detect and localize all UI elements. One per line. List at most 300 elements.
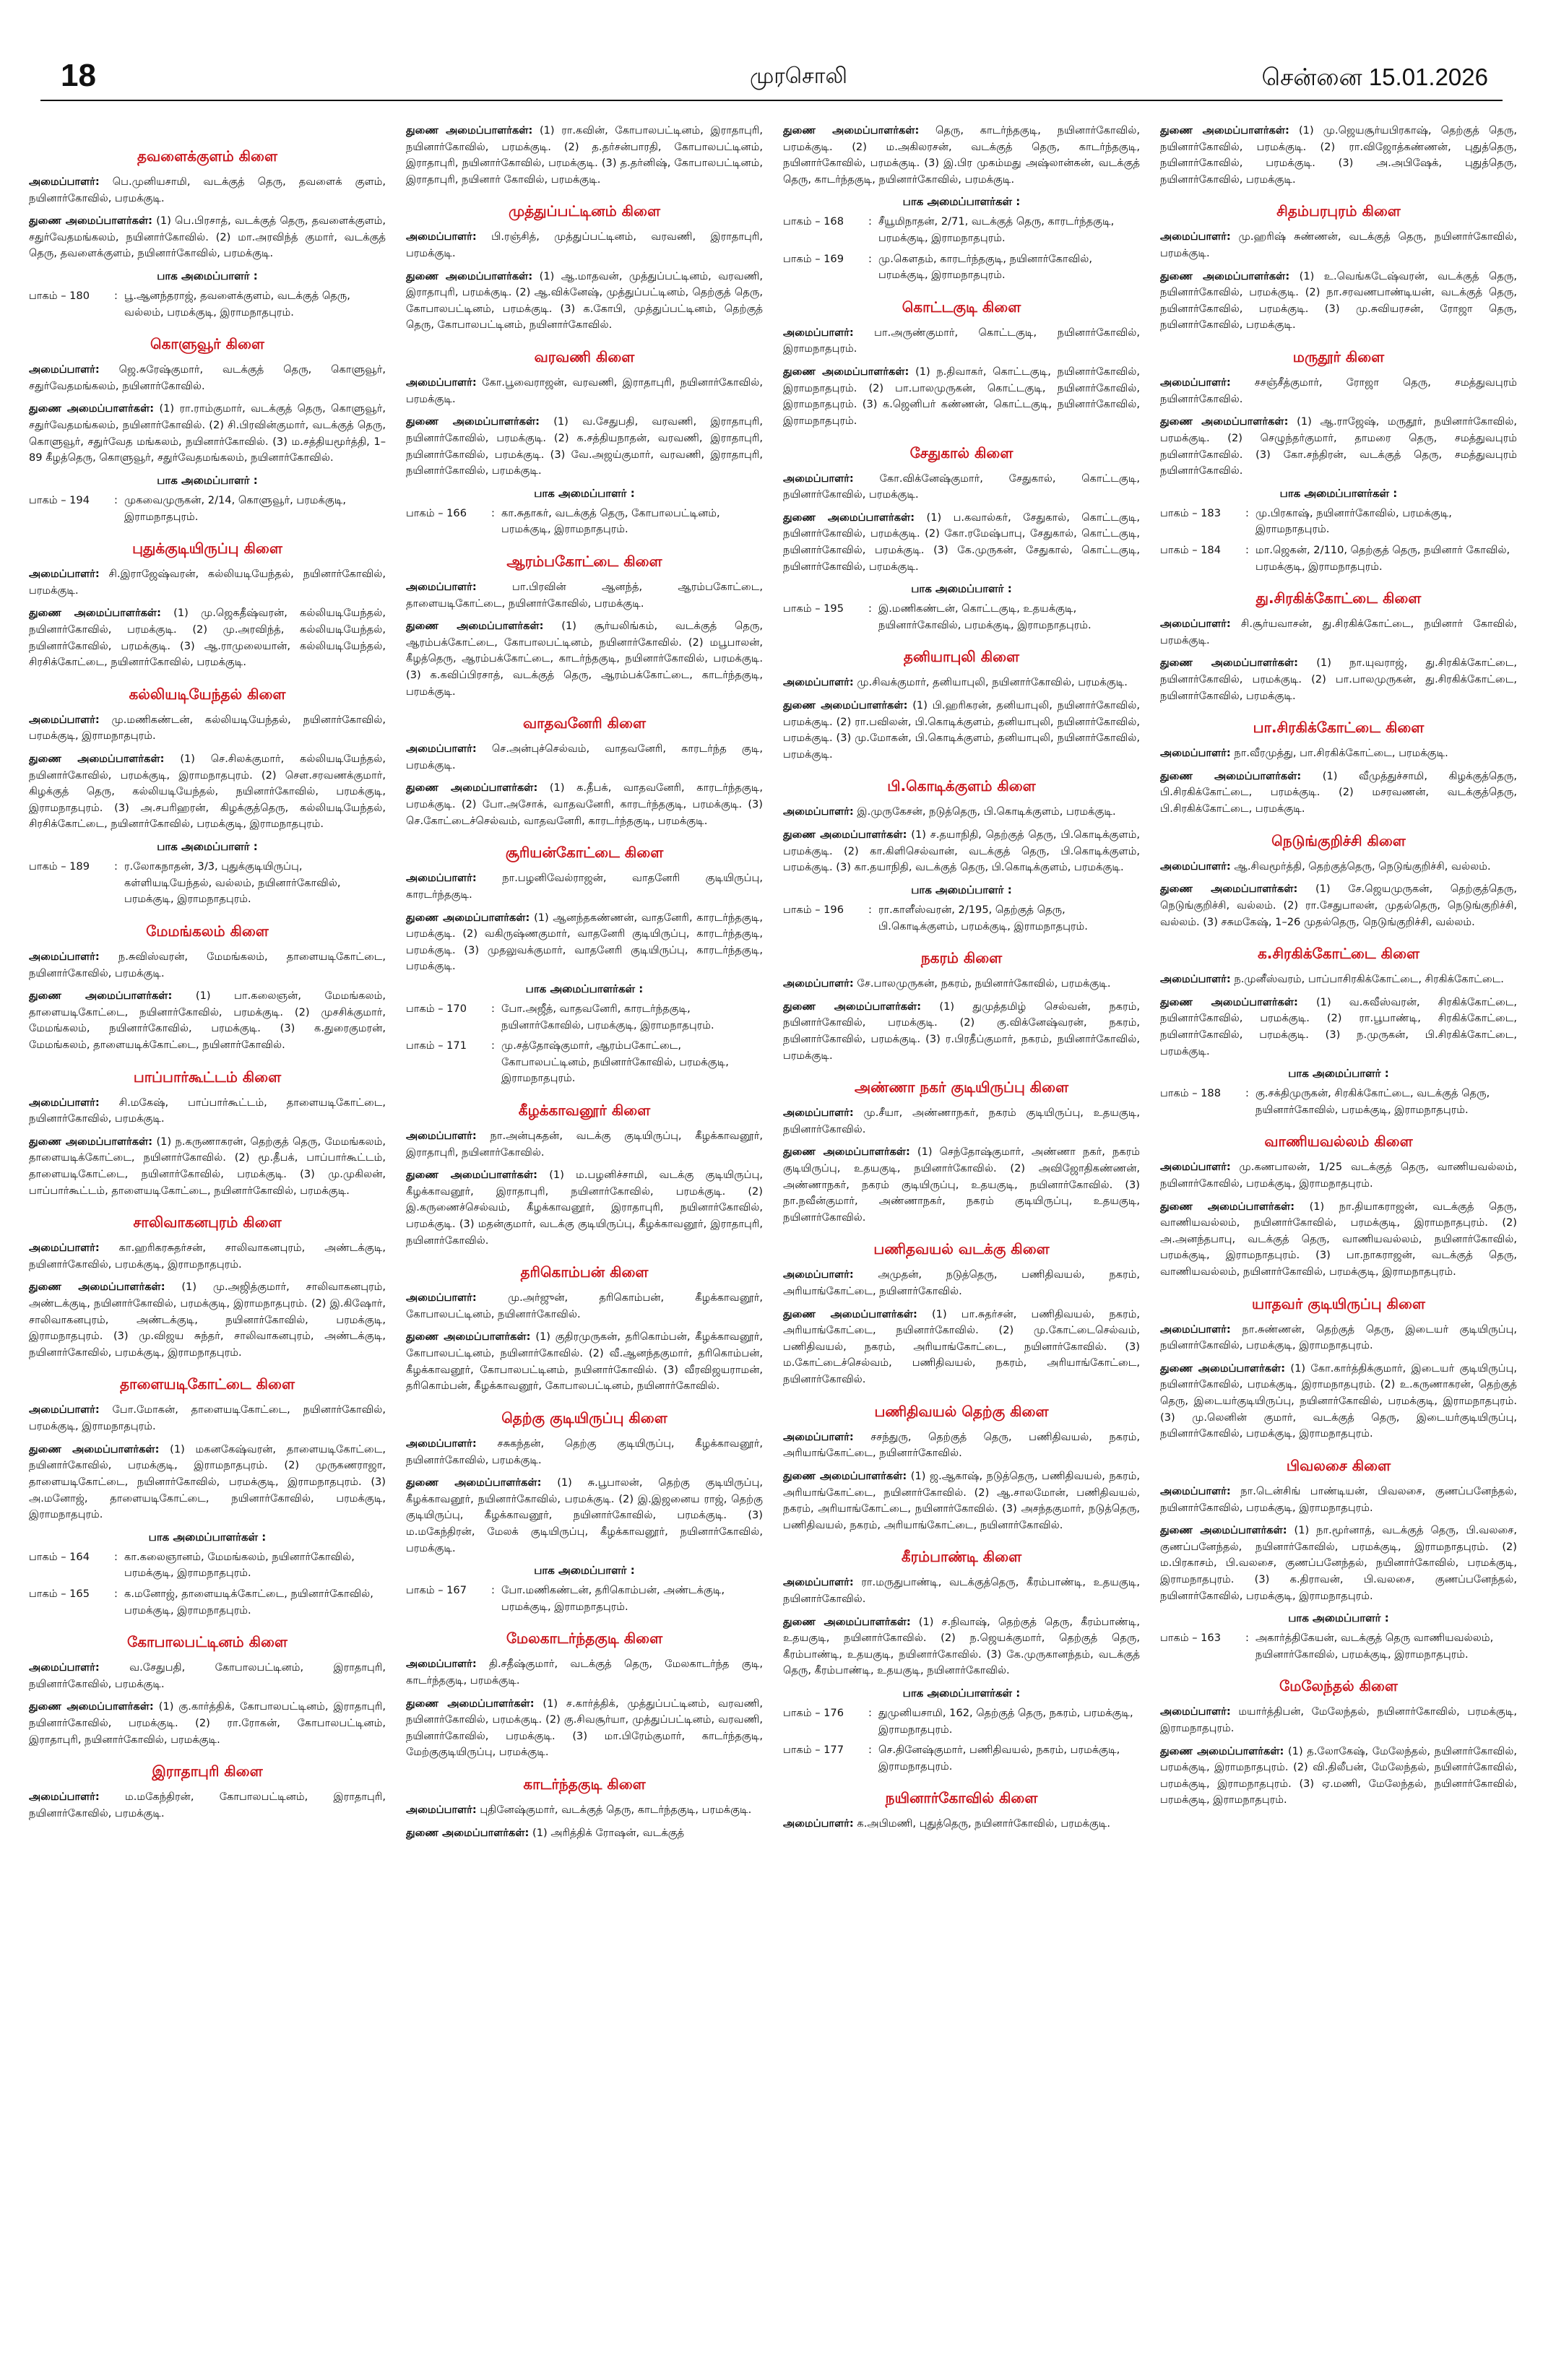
deputies-value: (1) செ.சிலக்குமார், கல்லியடியேந்தல், நயினார்கோவில், பரமக்குடி, இராமநாதபுரம். (2) சௌ.சரவணக்குமார், கிழக்குத் தெரு, கல்லியடியேந்தல், நயினார்கோவில், பரமக்குடி, இராமநாதபுரம். (3) அ.சபரிஹரன், கிழக்குத்தெரு, கல்லியடியேந்தல், சிரசிக்கோட்டை, நயினார்கோவில், பரமக்குடி, இராமநாதபுரம்.	[29, 753, 386, 831]
deputies-entry	[1160, 769, 1517, 818]
booth-number: பாகம் – 169	[783, 252, 844, 265]
secretary-value: பா.அருண்குமார், கொட்டகுடி, நயினார்கோவில், இராமநாதபுரம்.	[783, 326, 1140, 355]
secretary-value: மு.கணபாலன், 1/25 வடக்குத் தெரு, வாணியவல்லம், நயினார்கோவில், பரமக்குடி, இராமநாதபுரம்.	[1160, 1161, 1517, 1190]
secretary-label: அமைப்பாளர்:	[1160, 1705, 1231, 1718]
separator: :	[1245, 1087, 1249, 1100]
deputies-value: (1) மகனகேஷ்வரன், தாளையடிகோட்டை, நயினார்கோவில், பரமக்குடி, இராமநாதபுரம். (2) முருகணராஜா, தாளையடிகோட்டை, நயினார்கோவில், பரமக்குடி, இராமநாதபுரம். (3) அ.மனோஜ், தாளையடிகோட்டை, நயினார்கோவில், பரமக்குடி, இராமநாதபுரம்.	[29, 1442, 386, 1521]
deputies-value: (1) ரா.கவின், கோபாலபட்டினம், இராதாபுரி, நயினார்கோவில், பரமக்குடி. (2) த.தர்சன்பாரதி, கோபாலபட்டினம், இராதாபுரி, நயினார்கோவில், பரமக்குடி. (3) த.தர்னிஷ், கோபாலபட்டினம், இராதாபுரி, நயினார் கோவில், பரமக்குடி.	[406, 124, 763, 186]
branch-section	[406, 844, 763, 1087]
branch-section	[1160, 719, 1517, 817]
deputies-entry	[29, 1442, 386, 1523]
booth-agent-row	[29, 859, 386, 908]
branch-title: பிவலசை கிளை	[1286, 1456, 1391, 1474]
booth-number: பாகம் – 194	[29, 493, 90, 506]
secretary-label: அமைப்பாளர்:	[783, 805, 854, 818]
deputies-entry	[406, 618, 763, 700]
secretary-label: அமைப்பாளர்:	[29, 363, 100, 376]
branch-section	[1160, 348, 1517, 575]
booth-agent-details: போ.அஜீத், வாதவனேரி, காரடர்ந்தகுடி, நயினார்கோவில், பரமக்குடி, இராமநாதபுரம்.	[501, 1002, 714, 1031]
deputies-label: துணை அமைப்பாளர்கள்:	[1160, 995, 1298, 1008]
deputies-entry	[1160, 1361, 1517, 1442]
deputies-entry	[406, 1167, 763, 1249]
deputies-label: துணை அமைப்பாளர்கள்:	[29, 990, 173, 1003]
booth-agent-row	[29, 288, 386, 321]
branch-section	[1160, 1295, 1517, 1442]
secretary-value: சசுகந்தன், தெற்கு குடியிருப்பு, கீழக்காவனூர், நயினார்கோவில், பரமக்குடி.	[406, 1437, 763, 1466]
booth-agent-details: மா.ஜெகன், 2/110, தெற்குத் தெரு, நயினார் கோவில், பரமக்குடி, இராமநாதபுரம்.	[1255, 543, 1510, 573]
deputies-entry	[783, 1468, 1140, 1533]
secretary-label: அமைப்பாளர்:	[783, 1268, 854, 1281]
secretary-entry	[29, 712, 386, 745]
deputies-label: துணை அமைப்பாளர்கள்:	[406, 1826, 530, 1839]
separator: :	[114, 493, 118, 506]
secretary-entry	[1160, 745, 1517, 762]
secretary-entry	[406, 1436, 763, 1468]
secretary-value: மு.சிவக்குமார், தனியாபுலி, நயினார்கோவில், பரமக்குடி.	[857, 676, 1128, 689]
secretary-entry	[29, 1402, 386, 1435]
branch-section	[1160, 589, 1517, 704]
booth-number: பாகம் – 196	[783, 903, 844, 916]
booth-agent-details: கா.கலைஞானம், மேமங்கலம், நயினார்கோவில், பரமக்குடி, இராமநாதபுரம்.	[124, 1550, 355, 1580]
booth-agent-details: ர.லோகநாதன், 3/3, புதுக்குடியிருப்பு, கள்ளியடியேந்தல், வல்லம், நயினார்கோவில், பரமக்குடி, இராமநாதபுரம்.	[124, 860, 341, 906]
branch-title: சாலிவாகனபுரம் கிளை	[133, 1213, 282, 1232]
deputies-label: துணை அமைப்பாளர்கள்:	[783, 1615, 911, 1628]
deputies-value: (1) நா.யுவராஜ், து.சிரகிக்கோட்டை, நயினார்கோவில், பரமக்குடி. (2) பா.பாலமுருகன், து.சிரகிக்கோட்டை, நயினார்கோவில், பரமக்குடி.	[1160, 657, 1517, 702]
branch-title: இராதாபுரி கிளை	[152, 1762, 263, 1780]
secretary-value: நா.சுண்ணன், தெற்குத் தெரு, இடையர் குடியிருப்பு, நயினார்கோவில், பரமக்குடி, இராமநாதபுரம்.	[1160, 1323, 1517, 1352]
deputies-entry	[1160, 414, 1517, 479]
secretary-entry	[29, 1095, 386, 1128]
secretary-entry	[406, 1290, 763, 1323]
booth-agent-details: பூ.ஆனந்தராஜ், தவளைக்குளம், வடக்குத் தெரு, வல்லம், பரமக்குடி, இராமநாதபுரம்.	[124, 290, 350, 319]
column-1	[29, 123, 386, 2369]
separator: :	[491, 1039, 495, 1052]
secretary-entry	[29, 566, 386, 599]
booth-agents-heading: பாக அமைப்பாளர்கள் :	[525, 982, 644, 995]
branch-title: வாதவனேரி கிளை	[522, 714, 647, 732]
branch-section	[29, 1213, 386, 1361]
separator: :	[868, 1744, 872, 1757]
deputies-value: (1) ந.கருணாகரன், தெற்குத் தெரு, மேமங்கலம், தாளையடிக்கோட்டை, நயினார்கோவில். (2) மூ.தீபக், பாப்பார்கூட்டம், தாளையடிகோட்டை, நயினார்கோவில், பரமக்குடி. (3) மு.முகிலன், பாப்பார்கூட்டம், தாளையடிகோட்டை, நயினார்கோவில், பரமக்குடி.	[29, 1135, 386, 1197]
deputies-entry	[1160, 881, 1517, 930]
deputies-value: (1) சு.பூபாலன், தெற்கு குடியிருப்பு, கீழக்காவனூர், நயினார்கோவில், பரமக்குடி. (2) இ.இஜனைய ராஜ், தெற்கு குடியிருப்பு, கீழக்காவனூர், நயினார்கோவில், பரமக்குடி. (3) ம.மகேந்திரன், மேலக் குடியிருப்பு, கீழக்காவனூர், நயினார்கோவில், பரமக்குடி.	[406, 1476, 763, 1554]
branch-title: மேமங்கலம் கிளை	[146, 922, 269, 940]
secretary-value: சி.இராஜேஷ்வரன், கல்லியடியேந்தல், நயினார்கோவில், பரமக்குடி.	[29, 568, 386, 597]
booth-number: பாகம் – 180	[29, 290, 90, 303]
separator: :	[868, 215, 872, 228]
secretary-entry	[29, 362, 386, 394]
branch-title: தனியாபுலி கிளை	[903, 648, 1020, 666]
deputies-label: துணை அமைப்பாளர்கள்:	[1160, 1744, 1284, 1757]
branch-title: கல்லியடியேந்தல் கிளை	[129, 685, 286, 703]
deputies-label: துணை அமைப்பாளர்கள்:	[406, 620, 544, 633]
secretary-entry	[783, 804, 1140, 821]
deputies-entry	[406, 910, 763, 975]
booth-agent-row	[406, 1038, 763, 1087]
branch-section	[1160, 202, 1517, 334]
booth-number: பாகம் – 165	[29, 1587, 90, 1600]
secretary-label: அமைப்பாளர்:	[29, 1661, 100, 1674]
deputies-label: துணை அமைப்பாளர்கள்:	[29, 607, 161, 620]
branch-section	[29, 1375, 386, 1619]
secretary-label: அமைப்பாளர்:	[783, 1430, 854, 1443]
secretary-value: தி.சதீஷ்குமார், வடக்குத் தெரு, மேலகாடர்ந்த குடி, காடர்ந்தகுடி, பரமக்குடி.	[406, 1658, 763, 1687]
branch-title: பணிதவயல் வடக்கு கிளை	[873, 1240, 1050, 1258]
booth-agents-heading: பாக அமைப்பாளர்கள் :	[902, 195, 1021, 209]
separator: :	[491, 1584, 495, 1597]
branch-title: மேலேந்தல் கிளை	[1279, 1677, 1398, 1695]
secretary-label: அமைப்பாளர்:	[406, 1658, 477, 1671]
secretary-label: அமைப்பாளர்:	[406, 743, 477, 756]
secretary-label: அமைப்பாளர்:	[406, 1291, 477, 1304]
deputies-label: துணை அமைப்பாளர்கள்:	[783, 511, 915, 524]
deputies-label: துணை அமைப்பாளர்கள்:	[406, 1330, 531, 1343]
branch-section	[783, 949, 1140, 1064]
booth-number: பாகம் – 166	[406, 506, 467, 519]
booth-number: பாகம் – 188	[1160, 1087, 1221, 1100]
secretary-entry	[783, 1575, 1140, 1607]
secretary-value: ரா.மருதுபாண்டி, வடக்குத்தெரு, கீரம்பாண்டி, உதயகுடி, நயினார்கோவில்.	[783, 1576, 1140, 1605]
branch-title: வாணியவல்லம் கிளை	[1264, 1133, 1413, 1151]
secretary-value: சி.மகேஷ், பாப்பார்கூட்டம், தாளையடிகோட்டை, நயினார்கோவில், பரமக்குடி.	[29, 1096, 386, 1125]
branch-section	[29, 335, 386, 525]
deputies-entry	[29, 401, 386, 466]
branch-section	[783, 1548, 1140, 1775]
secretary-entry	[783, 675, 1140, 691]
deputies-value: (1) ஜ.ஆகாஷ், நடுத்தெரு, பணிதிவயல், நகரம், அரியாங்கோட்டை, நயினார்கோவில். (2) ஆ.சாலமோன், பணிதிவயல், நகரம், அரியாங்கோட்டை, நயினார்கோவில். (3) அசந்தகுமார், நடுத்தெரு, பணிதிவயல், நகரம், அரியாங்கோட்டை, நயினார்கோவில்.	[783, 1469, 1140, 1531]
secretary-label: அமைப்பாளர்:	[29, 713, 100, 726]
secretary-value: கோ.பூவைராஜன், வரவணி, இராதாபுரி, நயினார்கோவில், பரமக்குடி.	[406, 376, 763, 405]
branch-title: நெடுங்குறிச்சி கிளை	[1271, 831, 1406, 849]
booth-agent-details: இ.மணிகண்டன், கொட்டகுடி, உதயக்குடி, நயினார்கோவில், பரமக்குடி, இராமநாதபுரம்.	[878, 602, 1092, 631]
branch-section	[29, 922, 386, 1054]
secretary-value: சே.பாலமுருகன், நகரம், நயினார்கோவில், பரமக்குடி.	[857, 977, 1111, 990]
branch-section	[406, 1409, 763, 1615]
branch-section	[783, 298, 1140, 430]
secretary-entry	[1160, 1322, 1517, 1354]
booth-agent-row	[1160, 506, 1517, 538]
secretary-value: ஜெ.சுரேஷ்குமார், வடக்குத் தெரு, கொளுவூர், சதுர்வேதமங்கலம், நயினார்கோவில்.	[29, 363, 386, 392]
column-4	[1160, 123, 1517, 2369]
booth-number: பாகம் – 167	[406, 1584, 467, 1597]
branch-section	[783, 1403, 1140, 1534]
booth-agent-row	[1160, 542, 1517, 575]
secretary-value: போ.மோகன், தாளையடிகோட்டை, நயினார்கோவில், பரமக்குடி, இராமநாதபுரம்.	[29, 1403, 386, 1433]
deputies-label: துணை அமைப்பாளர்கள்:	[406, 269, 533, 282]
deputies-label: துணை அமைப்பாளர்கள்:	[1160, 1362, 1286, 1375]
deputies-entry	[1160, 655, 1517, 704]
deputies-value: (1) பா.சுதர்சன், பணிதிவயல், நகரம், அரியாங்கோட்டை, நயினார்கோவில். (2) மு.கோட்டைசெல்வம், பணிதிவயல், நகரம், அரியாங்கோட்டை, நயினார்கோவில். (3) ம.கோட்டைச்செல்வம், பணிதிவயல், நகரம், அரியாங்கோட்டை, நயினார்கோவில்.	[783, 1307, 1140, 1386]
secretary-label: அமைப்பாளர்:	[1160, 1323, 1231, 1336]
separator: :	[114, 290, 118, 303]
deputies-entry	[406, 269, 763, 334]
booth-agent-details: க.மனோஜ், தாளையடிக்கோட்டை, நயினார்கோவில், பரமக்குடி, இராமநாதபுரம்.	[124, 1587, 373, 1617]
secretary-value: புதினேஷ்குமார், வடக்குத் தெரு, காடர்ந்தகுடி, பரமக்குடி.	[480, 1804, 752, 1817]
deputies-label: துணை அமைப்பாளர்கள்:	[406, 1476, 542, 1489]
deputies-label: துணை அமைப்பாளர்கள்:	[406, 911, 530, 924]
booth-agents-heading: பாக அமைப்பாளர்கள் :	[1279, 486, 1398, 500]
deputies-label: துணை அமைப்பாளர்கள்:	[783, 1469, 907, 1482]
secretary-value: சி.சூர்யவாசன், து.சிரகிக்கோட்டை, நயினார் கோவில், பரமக்குடி.	[1160, 618, 1517, 646]
deputies-label: துணை அமைப்பாளர்கள்:	[29, 1135, 153, 1148]
secretary-entry	[406, 870, 763, 903]
booth-agent-details: அகார்த்திகேயன், வடக்குத் தெரு வாணியவல்லம், நயினார்கோவில், பரமக்குடி, இராமநாதபுரம்.	[1255, 1632, 1494, 1661]
branch-section	[406, 1630, 763, 1761]
booth-agents-heading: பாக அமைப்பாளர் :	[911, 582, 1012, 596]
booth-agent-row	[1160, 1086, 1517, 1118]
secretary-label: அமைப்பாளர்:	[1160, 860, 1231, 873]
branch-section	[406, 202, 763, 334]
deputies-value: (1) அரித்திக் ரோஷன், வடக்குத்	[532, 1826, 685, 1839]
deputies-label: துணை அமைப்பாளர்கள்:	[406, 1697, 535, 1710]
secretary-value: நா.வீரமுத்து, பா.சிரகிக்கோட்டை, பரமக்குடி.	[1234, 747, 1448, 760]
deputies-label: துணை அமைப்பாளர்கள்:	[29, 1442, 160, 1455]
deputies-entry	[783, 123, 1140, 188]
deputies-entry	[29, 751, 386, 833]
booth-agent-details: துமுனியசாமி, 162, தெற்குத் தெரு, நகரம், பரமக்குடி, இராமநாதபுரம்.	[878, 1707, 1133, 1736]
branch-section	[406, 123, 763, 188]
branch-title: து.சிரகிக்கோட்டை கிளை	[1255, 589, 1422, 607]
newspaper-name: முரசொலி	[750, 64, 847, 89]
secretary-value: பெ.முனியசாமி, வடக்குத் தெரு, தவளைக் குளம், நயினார்கோவில், பரமக்குடி.	[29, 176, 386, 204]
deputies-entry	[29, 1134, 386, 1199]
secretary-value: கோ.விக்னேஷ்குமார், சேதுகால், கொட்டகுடி, நயினார்கோவில், பரமக்குடி.	[783, 472, 1140, 501]
secretary-entry	[1160, 375, 1517, 407]
branch-title: தரிகொம்பன் கிளை	[520, 1263, 649, 1281]
booth-number: பாகம் – 189	[29, 860, 90, 873]
secretary-entry	[1160, 1159, 1517, 1192]
secretary-label: அமைப்பாளர்:	[29, 1403, 100, 1416]
branch-title: காடர்ந்தகுடி கிளை	[523, 1775, 646, 1793]
branch-title: தாளையடிகோட்டை கிளை	[119, 1375, 295, 1393]
branch-title: பணிதிவயல் தெற்கு கிளை	[874, 1402, 1049, 1420]
deputies-value: (1) வீமுத்துச்சாமி, கிழக்குத்தெரு, பி.சிரகிக்கோட்டை, பரமக்குடி. (2) மசரவணன், வடக்குத்தெரு, பி.சிரகிக்கோட்டை, பரமக்குடி.	[1160, 769, 1517, 815]
deputies-value: (1) ஆனந்தகண்ணன், வாதனேரி, காரடர்ந்தகுடி, பரமக்குடி. (2) வகிருஷ்ணகுமார், வாதனேரி குடியிருப்பு, காரடர்ந்தகுடி, பரமக்குடி. (3) முதலுவக்குமார், வாதனேரி குடியிருப்பு, காரடர்ந்தகுடி, பரமக்குடி.	[406, 911, 763, 973]
booth-agent-details: செ.தினேஷ்குமார், பணிதிவயல், நகரம், பரமக்குடி, இராமநாதபுரம்.	[878, 1744, 1120, 1773]
booth-number: பாகம் – 176	[783, 1707, 844, 1719]
booth-agent-row	[783, 1705, 1140, 1738]
secretary-entry	[1160, 229, 1517, 261]
separator: :	[868, 1707, 872, 1719]
deputies-value: (1) ம.பழனிச்சாமி, வடக்கு குடியிருப்பு, கீழக்காவனூர், இராதாபுரி, நயினார்கோவில், பரமக்குடி. (2) இ.கருணைச்செல்வம், கீழக்காவனூர், இராதாபுரி, நயினார்கோவில், பரமக்குடி. (3) மதன்குமார், வடக்கு குடியிருப்பு, கீழக்காவனூர், இராதாபுரி, நயினார்கோவில்.	[406, 1169, 763, 1247]
branch-section	[29, 1068, 386, 1200]
branch-title: மேலகாடர்ந்தகுடி கிளை	[506, 1630, 663, 1648]
secretary-value: சசந்துரு, தெற்குத் தெரு, பணிதிவயல், நகரம், அரியாங்கோட்டை, நயினார்கோவில்.	[783, 1430, 1140, 1460]
deputies-value: (1) சே.ஜெயமுருகன், தெற்குத்தெரு, நெடுங்குறிச்சி, வல்லம். (2) ரா.சேதுபாலன், முதல்தெரு, நெடுங்குறிச்சி, வல்லம். (3) சசுமகேஷ், 1–26 முதல்தெரு, நெடுங்குறிச்சி, வல்லம்.	[1160, 883, 1517, 928]
booth-agent-row	[406, 1583, 763, 1615]
deputies-entry	[406, 123, 763, 188]
deputies-label: துணை அமைப்பாளர்கள்:	[1160, 269, 1290, 282]
deputies-value: (1) ப.கவால்கர், சேதுகால், கொட்டகுடி, நயினார்கோவில், பரமக்குடி. (2) கோ.ரமேஷ்பாபு, சேதுகால், கொட்டகுடி, நயினார்கோவில், பரமக்குடி. (3) கே.முருகன், சேதுகால், கொட்டகுடி, நயினார்கோவில், பரமக்குடி.	[783, 511, 1140, 573]
secretary-label: அமைப்பாளர்:	[783, 326, 854, 339]
deputies-entry	[406, 414, 763, 479]
booth-number: பாகம் – 177	[783, 1744, 844, 1757]
deputies-value: (1) ந.திவாகர், கொட்டகுடி, நயினார்கோவில், இராமநாதபுரம். (2) பா.பாலமுருகன், கொட்டகுடி, நயினார்கோவில், இராமநாதபுரம். (3) க.ஜெனிபர் கண்ணன், கொட்டகுடி, நயினார்கோவில், இராமநாதபுரம்.	[783, 365, 1140, 427]
secretary-label: அமைப்பாளர்:	[783, 676, 854, 689]
secretary-value: மு.சீயா, அண்ணாநகர், நகரம் குடியிருப்பு, உதயகுடி, நயினார்கோவில்.	[783, 1107, 1140, 1135]
deputies-entry	[1160, 995, 1517, 1060]
branch-title: மருதூர் கிளை	[1292, 348, 1385, 366]
booth-agent-details: சீயூமிநாதன், 2/71, வடக்குத் தெரு, காரடர்ந்தகுடி, பரமக்குடி, இராமநாதபுரம்.	[878, 215, 1115, 245]
booth-agent-row	[29, 1586, 386, 1619]
deputies-value: (1) துமுத்தமிழ் செல்வன், நகரம், நயினார்கோவில், பரமக்குடி. (2) கு.விக்னேஷ்வரன், நகரம், நயினார்கோவில், பரமக்குடி. (3) ர.பிரதீப்குமார், நகரம், நயினார்கோவில், பரமக்குடி.	[783, 1000, 1140, 1062]
booth-agents-heading: பாக அமைப்பாளர் :	[911, 883, 1012, 896]
separator: :	[114, 1550, 118, 1563]
branch-title: க.சிரகிக்கோட்டை கிளை	[1257, 945, 1420, 963]
masthead	[0, 0, 1543, 93]
branch-section	[406, 1102, 763, 1249]
deputies-value: (1) கோ.கார்த்திக்குமார், இடையர் குடியிருப்பு, நயினார்கோவில், பரமக்குடி, இராமநாதபுரம். (2) உ.கருணாகரன், தெற்குத் தெரு, இடையர்குடியிருப்பு, நயினார்கோவில், பரமக்குடி, இராமநாதபுரம். (3) மு.லெனின் குமார், வடக்குத் தெரு, இடையர்குடியிருப்பு, நயினார்கோவில், பரமக்குடி, இராமநாதபுரம்.	[1160, 1362, 1517, 1440]
booth-number: பாகம் – 170	[406, 1002, 467, 1015]
deputies-entry	[29, 1699, 386, 1748]
deputies-entry	[783, 999, 1140, 1064]
booth-number: பாகம் – 183	[1160, 506, 1221, 519]
secretary-value: ஆ.சிவமூர்த்தி, தெற்குத்தெரு, நெடுங்குறிச்சி, வல்லம்.	[1234, 860, 1491, 873]
header-divider	[40, 100, 1503, 101]
secretary-value: மயார்த்திபன், மேலேந்தல், நயினார்கோவில், பரமக்குடி, இராமநாதபுரம்.	[1160, 1705, 1517, 1734]
booth-agents-heading: பாக அமைப்பாளர் :	[534, 486, 635, 500]
deputies-value: (1) வ.சேதுபதி, வரவணி, இராதாபுரி, நயினார்கோவில், பரமக்குடி. (2) க.சத்தியநாதன், வரவணி, இராதாபுரி, நயினார்கோவில், பரமக்குடி. (3) வே.அஜய்குமார், வரவணி, இராதாபுரி, நயினார்கோவில், பரமக்குடி.	[406, 415, 763, 477]
deputies-entry	[406, 780, 763, 829]
secretary-entry	[783, 1105, 1140, 1138]
separator: :	[868, 903, 872, 916]
branch-section	[1160, 945, 1517, 1118]
secretary-entry	[406, 579, 763, 612]
booth-agent-details: மு.சத்தோஷ்குமார், ஆரம்பகோட்டை, கோபாலபட்டினம், நயினார்கோவில், பரமக்குடி, இராமநாதபுரம்.	[501, 1039, 729, 1085]
secretary-entry	[783, 1429, 1140, 1462]
deputies-value: (1) பி.ஹரிகரன், தனியாபுலி, நயினார்கோவில், பரமக்குடி. (2) ரா.பவிலன், பி.கொடிக்குளம், தனியாபுலி, நயினார்கோவில், பரமக்குடி. (3) மு.மோகன், பி.கொடிக்குளம், தனியாபுலி, நயினார்கோவில், பரமக்குடி.	[783, 699, 1140, 761]
booth-agent-row	[29, 1549, 386, 1582]
secretary-entry	[29, 949, 386, 982]
deputies-entry	[783, 1614, 1140, 1679]
branch-section	[783, 1078, 1140, 1226]
separator: :	[114, 860, 118, 873]
page-number: 18	[61, 58, 96, 93]
deputies-entry	[783, 510, 1140, 575]
secretary-entry	[29, 174, 386, 207]
deputies-value: (1) பா.கலைஞன், மேமங்கலம், தாளையடிகோட்டை, நயினார்கோவில், பரமக்குடி. (2) முசசிக்குமார், மேமங்கலம், நயினார்கோவில், பரமக்குடி. (3) க.துரைகுமரன், மேமங்கலம், தாளையடிக்கோட்டை, நயினார்கோவில்.	[29, 990, 386, 1051]
deputies-entry	[29, 213, 386, 262]
secretary-label: அமைப்பாளர்:	[1160, 1484, 1231, 1497]
deputies-value: (1) த.லோகேஷ், மேலேந்தல், நயினார்கோவில், பரமக்குடி, இராமநாதபுரம். (2) வி.திலீபன், மேலேந்தல், நயினார்கோவில், பரமக்குடி, இராமநாதபுரம். (3) ஏ.மணி, மேலேந்தல், நயினார்கோவில், பரமக்குடி, இராமநாதபுரம்.	[1160, 1744, 1517, 1806]
deputies-label: துணை அமைப்பாளர்கள்:	[406, 1169, 537, 1182]
deputies-value: (1) வ.கவீஸ்வரன், சிரகிக்கோட்டை, நயினார்கோவில், பரமக்குடி. (2) ரா.பூபாண்டி, சிரகிக்கோட்டை, நயினார்கோவில், பரமக்குடி. (3) ந.முருகன், பி.சிரகிக்கோட்டை, பரமக்குடி.	[1160, 995, 1517, 1057]
secretary-value: ந.முனீஸ்வரம், பாப்பாசிரகிக்கோட்டை, சிரகிக்கோட்டை.	[1234, 973, 1504, 986]
column-2	[406, 123, 763, 2369]
deputies-value: (1) பெ.பிரசாத், வடக்குத் தெரு, தவளைக்குளம், சதுர்வேதமங்கலம், நயினார்கோவில். (2) மா.அரவிந்த் குமார், வடக்குத் தெரு, தவளைக்குளம், நயினார்கோவில், பரமக்குடி.	[29, 215, 386, 260]
branch-title: பி.கொடிக்குளம் கிளை	[887, 777, 1036, 795]
branch-title: பா.சிரகிக்கோட்டை கிளை	[1253, 719, 1425, 737]
secretary-label: அமைப்பாளர்:	[406, 872, 477, 885]
secretary-value: செ.அன்புச்செல்வம், வாதவனேரி, காரடர்ந்த குடி, பரமக்குடி.	[406, 743, 763, 771]
separator: :	[1245, 543, 1249, 556]
secretary-value: சசஞ்சீத்குமார், ரோஜா தெரு, சமத்துவபுரம் நயினார்கோவில்.	[1160, 376, 1517, 405]
deputies-label: துணை அமைப்பாளர்கள்:	[29, 753, 165, 766]
deputies-entry	[406, 1825, 763, 1842]
branch-title: முத்துப்பட்டினம் கிளை	[509, 202, 660, 220]
deputies-entry	[783, 364, 1140, 429]
deputies-value: (1) ரா.ராம்குமார், வடக்குத் தெரு, கொளுவூர், சதுர்வேதமங்கலம், நயினார்கோவில். (2) சி.பிரவின்குமார், வடக்குத் தெரு, கொளுவூர், சதுர்வேத மங்கலம், நயினார்கோவில். (3) ம.சத்தியமூர்த்தி, 1–89 கீழத்தெரு, கொளுவூர், சதுர்வேதமங்கலம், நயினார்கோவில்.	[29, 402, 386, 464]
deputies-label: துணை அமைப்பாளர்கள்:	[1160, 883, 1298, 896]
deputies-entry	[783, 827, 1140, 876]
deputies-value: (1) க.தீபக், வாதவனேரி, காரடர்ந்தகுடி, பரமக்குடி. (2) போ.அசோக், வாதவனேரி, காரடர்ந்தகுடி, பரமக்குடி. (3) செ.கோட்டைச்செல்வம், வாதவனேரி, காரடர்ந்தகுடி, பரமக்குடி.	[406, 782, 763, 827]
deputies-value: (1) கு.கார்த்திக், கோபாலபட்டினம், இராதாபுரி, நயினார்கோவில், பரமக்குடி. (2) ரா.ரோகன், கோபாலபட்டினம், இராதாபுரி, நயினார்கோவில், பரமக்குடி.	[29, 1700, 386, 1746]
secretary-value: பி.ரஞ்சித், முத்துப்பட்டினம், வரவணி, இராதாபுரி, பரமக்குடி.	[406, 230, 763, 260]
separator: :	[1245, 506, 1249, 519]
deputies-entry	[783, 1144, 1140, 1226]
branch-title: புதுக்குடியிருப்பு கிளை	[132, 540, 282, 558]
branch-section	[1160, 1677, 1517, 1809]
booth-agent-row	[783, 601, 1140, 633]
deputies-label: துணை அமைப்பாளர்கள்:	[783, 828, 907, 841]
deputies-entry	[1160, 123, 1517, 188]
booth-agent-details: ரா.காளீஸ்வரன், 2/195, தெற்குத் தெரு, பி.கொடிக்குளம், பரமக்குடி, இராமநாதபுரம்.	[878, 903, 1088, 932]
branch-section	[1160, 1133, 1517, 1280]
booth-number: பாகம் – 171	[406, 1039, 467, 1052]
branch-section	[406, 1263, 763, 1395]
branch-title: கோபாலபட்டினம் கிளை	[127, 1633, 288, 1651]
booth-number: பாகம் – 168	[783, 215, 844, 228]
deputies-entry	[29, 605, 386, 670]
branch-title: கீழக்காவனூர் கிளை	[518, 1101, 651, 1119]
deputies-label: துணை அமைப்பாளர்கள்:	[29, 1700, 154, 1713]
booth-agent-row	[406, 506, 763, 538]
column-3	[783, 123, 1140, 2369]
secretary-entry	[29, 1789, 386, 1822]
booth-agent-details: மு.பிரகாஷ், நயினார்கோவில், பரமக்குடி, இராமநாதபுரம்.	[1255, 506, 1452, 536]
secretary-entry	[1160, 1484, 1517, 1516]
secretary-value: வ.சேதுபதி, கோபாலபட்டினம், இராதாபுரி, நயினார்கோவில், பரமக்குடி.	[29, 1661, 386, 1690]
booth-agent-row	[1160, 1630, 1517, 1663]
deputies-label: துணை அமைப்பாளர்கள்:	[1160, 1200, 1295, 1213]
branch-section	[1160, 832, 1517, 930]
deputies-label: துணை அமைப்பாளர்கள்:	[783, 699, 908, 712]
booth-agent-row	[29, 493, 386, 525]
secretary-entry	[1160, 859, 1517, 875]
booth-agents-heading: பாக அமைப்பாளர் :	[157, 840, 258, 854]
branch-title: சிதம்பரபுரம் கிளை	[1276, 202, 1401, 220]
secretary-label: அமைப்பாளர்:	[1160, 230, 1231, 243]
secretary-label: அமைப்பாளர்:	[783, 1817, 854, 1830]
secretary-value: நா.டென்சிங் பாண்டியன், பிவலசை, குணப்பனேந்தல், நயினார்கோவில், பரமக்குடி, இராமநாதபுரம்.	[1160, 1484, 1517, 1514]
secretary-entry	[406, 1656, 763, 1689]
branch-title: அண்ணா நகர் குடியிருப்பு கிளை	[854, 1078, 1069, 1096]
secretary-value: ம.மகேந்திரன், கோபாலபட்டினம், இராதாபுரி, நயினார்கோவில், பரமக்குடி.	[29, 1791, 386, 1819]
booth-agent-row	[406, 1001, 763, 1034]
booth-agent-details: போ.மணிகண்டன், தரிகொம்பன், அண்டக்குடி, பரமக்குடி, இராமநாதபுரம்.	[501, 1584, 725, 1613]
secretary-label: அமைப்பாளர்:	[406, 1129, 477, 1142]
secretary-label: அமைப்பாளர்:	[29, 568, 100, 581]
secretary-entry	[29, 1660, 386, 1692]
secretary-entry	[783, 1267, 1140, 1299]
secretary-value: ந.சுவிஸ்வரன், மேமங்கலம், தாளையடிகோட்டை, நயினார்கோவில், பரமக்குடி.	[29, 950, 386, 979]
secretary-label: அமைப்பாளர்:	[1160, 747, 1231, 760]
branch-title: தவளைக்குளம் கிளை	[137, 147, 278, 165]
booth-agents-heading: பாக அமைப்பாளர்கள் :	[148, 1530, 267, 1544]
secretary-label: அமைப்பாளர்:	[1160, 1161, 1231, 1174]
deputies-label: துணை அமைப்பாளர்கள்:	[783, 1000, 922, 1013]
secretary-label: அமைப்பாளர்:	[783, 1576, 854, 1589]
booth-agents-heading: பாக அமைப்பாளர்கள் :	[902, 1687, 1021, 1700]
deputies-label: துணை அமைப்பாளர்கள்:	[1160, 657, 1298, 670]
branch-title: வரவணி கிளை	[534, 348, 635, 366]
branch-title: நயினார்கோவில் கிளை	[885, 1789, 1038, 1807]
booth-agent-row	[783, 902, 1140, 935]
secretary-label: அமைப்பாளர்:	[29, 1791, 100, 1804]
article-columns	[29, 123, 1517, 2369]
booth-agent-row	[783, 251, 1140, 284]
deputies-label: துணை அமைப்பாளர்கள்:	[1160, 415, 1289, 428]
